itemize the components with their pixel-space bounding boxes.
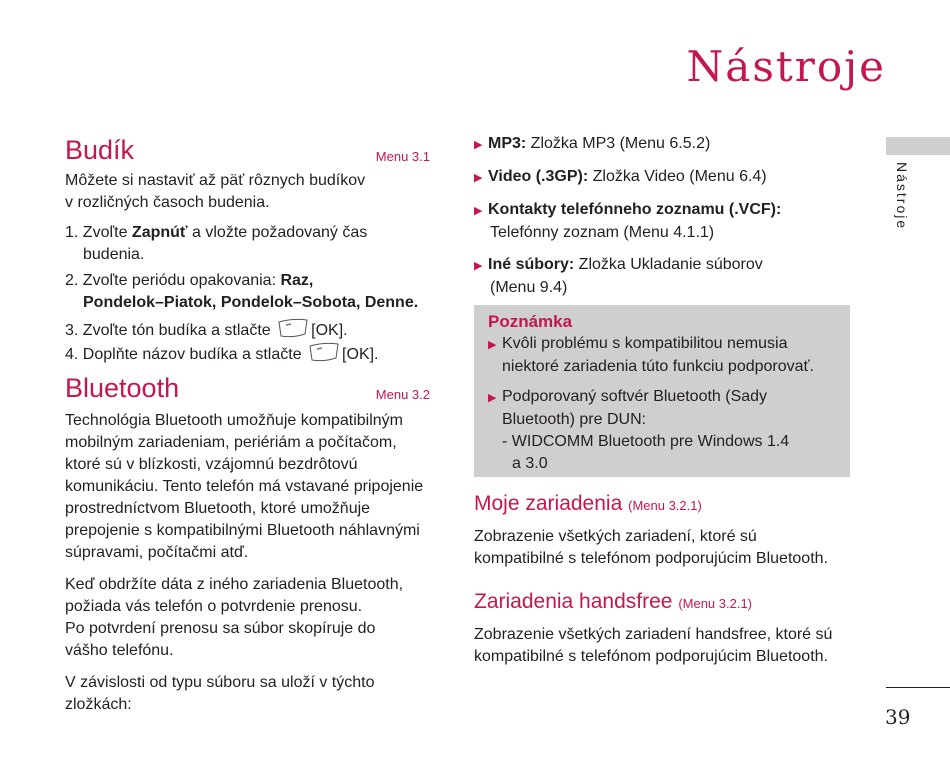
alarm-step-4 (65, 342, 435, 366)
note-text: - WIDCOMM Bluetooth pre Windows 1.4 (502, 433, 790, 450)
para-line: V závislosti od typu súboru sa uloží v týchto (65, 674, 375, 691)
alarm-intro (65, 170, 435, 214)
para-line: súpravami, počítačmi atď. (65, 544, 249, 561)
para-line: Zobrazenie všetkých zariadení, ktoré sú (474, 528, 757, 545)
folder-item-mp3 (474, 133, 854, 156)
subsections (474, 490, 854, 668)
side-label: Nástroje (894, 162, 910, 231)
para-line: Keď obdržíte dáta z iného zariadenia Bluetooth, (65, 576, 404, 593)
para-line: Po potvrdení prenosu sa súbor skopíruje do (65, 620, 376, 637)
step-bold: Zapnúť (131, 224, 188, 241)
my-devices-heading: Moje zariadenia (474, 492, 623, 515)
handsfree-heading-row (474, 588, 854, 618)
page-number: 39 (885, 705, 911, 729)
para-line: Technológia Bluetooth umožňuje kompatibilným (65, 412, 403, 429)
item-text: (Menu 9.4) (490, 279, 568, 296)
step-text: 2. Zvoľte periódu opakovania: (65, 272, 281, 289)
para-line: prostredníctvom Bluetooth, ktoré umožňuje (65, 500, 371, 517)
arrow-icon: ▶ (474, 205, 483, 217)
folder-list (474, 133, 854, 299)
alarm-steps (65, 222, 435, 366)
para-line: kompatibilné s telefónom podporujúcim Bluetooth. (474, 550, 828, 567)
folder-item-video (474, 166, 854, 189)
alarm-step-2-cont: Pondelok–Piatok, Pondelok–Sobota, Denne. (83, 294, 419, 311)
note-text: Kvôli problému s kompatibilitou nemusia (502, 335, 788, 352)
alarm-intro-line: Môžete si nastaviť až päť rôznych budíkov (65, 172, 366, 189)
step-bold: Raz, (280, 272, 314, 289)
my-devices-text (474, 526, 854, 570)
para-line: vášho telefónu. (65, 642, 174, 659)
alarm-menu-ref: Menu 3.1 (375, 149, 430, 164)
left-column (65, 134, 435, 716)
para-line: komunikáciu. Tento telefón má vstavané pripojenie (65, 478, 424, 495)
para-line: Zobrazenie všetkých zariadení handsfree, ktoré sú (474, 626, 833, 643)
side-tab (886, 137, 950, 155)
chapter-title: Nástroje (686, 42, 886, 91)
arrow-icon: ▶ (488, 392, 497, 404)
note-title: Poznámka (488, 312, 573, 331)
ok-softkey-icon (308, 342, 340, 362)
bluetooth-para-2 (65, 574, 435, 662)
bluetooth-para-3 (65, 672, 435, 716)
para-line: požiada vás telefón o potvrdenie prenosu. (65, 598, 363, 615)
alarm-step-1 (65, 222, 435, 244)
para-line: ktoré sú v blízkosti, vzájomnú bezdrôtovú (65, 456, 358, 473)
note-bullet-2 (488, 386, 850, 409)
item-text: Zložka MP3 (Menu 6.5.2) (526, 135, 711, 152)
item-bold: Iné súbory: (488, 256, 575, 273)
bluetooth-heading-row (65, 372, 435, 406)
para-line: prepojenie s kompatibilnými Bluetooth náhlavnými (65, 522, 420, 539)
step-text: 1. Zvoľte (65, 224, 132, 241)
folder-item-other (474, 254, 854, 277)
my-devices-heading-row (474, 490, 854, 520)
note-text: a 3.0 (512, 455, 548, 472)
arrow-icon: ▶ (474, 260, 483, 272)
handsfree-heading: Zariadenia handsfree (474, 590, 673, 613)
note-text: niektoré zariadenia túto funkciu podporovať. (502, 358, 814, 375)
item-bold: Video (.3GP): (488, 168, 589, 185)
alarm-heading: Budík (65, 135, 135, 165)
note-box (474, 305, 850, 477)
note-bullet-1 (488, 333, 850, 356)
item-text: Zložka Video (Menu 6.4) (588, 168, 767, 185)
item-bold: MP3: (488, 135, 527, 152)
alarm-intro-line: v rozličných časoch budenia. (65, 194, 270, 211)
bottom-rule (886, 687, 950, 688)
item-text: Telefónny zoznam (Menu 4.1.1) (490, 224, 715, 241)
step-text: a vložte požadovaný čas (187, 224, 368, 241)
para-line: mobilným zariadeniam, periériám a počítačom, (65, 434, 397, 451)
note-text: Bluetooth) pre DUN: (502, 411, 647, 428)
bluetooth-para-1 (65, 410, 435, 564)
arrow-icon: ▶ (474, 172, 483, 184)
para-line: kompatibilné s telefónom podporujúcim Bluetooth. (474, 648, 828, 665)
ok-softkey-icon (277, 318, 309, 338)
arrow-icon: ▶ (474, 139, 483, 151)
note-text: Podporovaný softvér Bluetooth (Sady (502, 388, 768, 405)
bluetooth-menu-ref: Menu 3.2 (375, 387, 430, 402)
my-devices-menu-ref: (Menu 3.2.1) (628, 498, 702, 513)
handsfree-menu-ref: (Menu 3.2.1) (678, 596, 753, 611)
alarm-heading-row (65, 134, 435, 168)
item-bold: Kontakty telefónneho zoznamu (.VCF): (488, 201, 782, 218)
item-text: Zložka Ukladanie súborov (574, 256, 763, 273)
step-text: [OK]. (311, 322, 348, 339)
handsfree-text (474, 624, 854, 668)
folder-item-contacts (474, 199, 854, 222)
para-line: zložkách: (65, 696, 132, 713)
step-text: 3. Zvoľte tón budíka a stlačte (65, 322, 271, 339)
arrow-icon: ▶ (488, 339, 497, 351)
alarm-step-1-cont: budenia. (83, 246, 145, 263)
step-text: [OK]. (342, 346, 379, 363)
step-text: 4. Doplňte názov budíka a stlačte (65, 346, 302, 363)
bluetooth-heading: Bluetooth (65, 373, 180, 403)
alarm-step-3 (65, 318, 435, 342)
alarm-step-2 (65, 270, 435, 292)
